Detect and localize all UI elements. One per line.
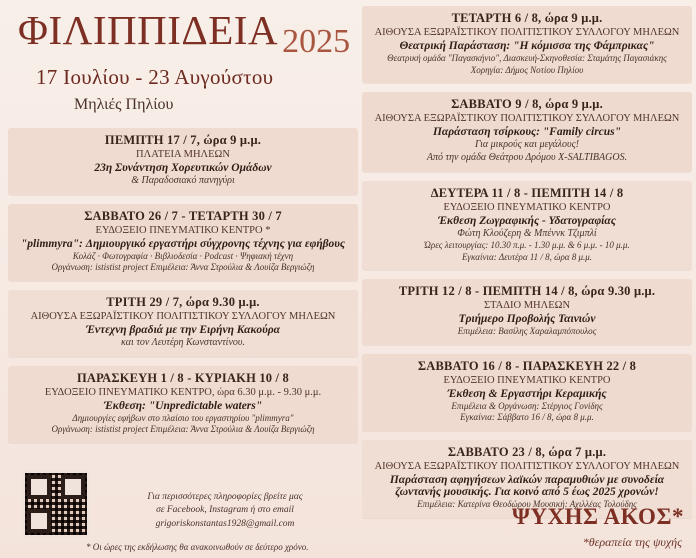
year-label: 2025 bbox=[282, 23, 351, 60]
event-detail: Για μικρούς και μεγάλους! bbox=[475, 139, 579, 151]
event-card[interactable] bbox=[8, 290, 358, 357]
event-card[interactable] bbox=[362, 181, 692, 271]
event-credits: Επιμέλεια: Κατερίνα Θεοδώρου Μουσική: Αχιλλέας Τολούδης bbox=[417, 499, 637, 509]
event-title: 23η Συνάντηση Χορευτικών Ομάδων bbox=[94, 162, 272, 174]
event-title: Έκθεση: "Unpredictable waters" bbox=[103, 399, 263, 412]
left-column bbox=[8, 0, 358, 558]
event-title: Έκθεση & Εργαστήρι Κεραμικής bbox=[447, 387, 607, 400]
event-date: ΠΑΡΑΣΚΕΥΗ 1 / 8 - ΚΥΡΙΑΚΗ 10 / 8 bbox=[76, 370, 290, 385]
contact-line-2: σε Facebook, Instagram ή στο email bbox=[156, 505, 294, 516]
event-opening: Εγκαίνια: Σάββατο 16 / 8, ώρα 8 μ.μ. bbox=[460, 412, 594, 423]
contact-line-1: Για περισσότερες πληροφορίες βρείτε μας bbox=[147, 491, 303, 502]
event-title: Παράσταση τσίρκους: "Family circus" bbox=[432, 126, 622, 139]
event-date: ΣΑΒΒΑΤΟ 9 / 8, ώρα 9 μ.μ. bbox=[451, 97, 603, 112]
event-credits: Επιμέλεια: Βασίλης Χαραλαμπόπουλος bbox=[457, 326, 597, 337]
event-venue: ΕΥΔΟΞΕΙΟ ΠΝΕΥΜΑΤΙΚΟ ΚΕΝΤΡΟ bbox=[443, 374, 611, 386]
event-title: Θεατρική Παράσταση: "Η κόμισσα της Φάμπρικας" bbox=[399, 40, 655, 52]
slogan-subtitle: *θεραπεία της ψυχής bbox=[582, 535, 682, 549]
event-card[interactable] bbox=[8, 128, 358, 195]
right-events-list bbox=[362, 6, 692, 518]
event-venue: ΑΙΘΟΥΣΑ ΕΞΩΡΑΪΣΤΙΚΟΥ ΠΟΛΙΤΙΣΤΙΚΟΥ ΣΥΛΛΟΓΟΥ ΜΗΛΕΩΝ bbox=[374, 461, 680, 472]
event-credits: Επιμέλεια & Οργάνωση: Στέργιος Γονίδης bbox=[451, 400, 603, 411]
event-card[interactable] bbox=[362, 6, 692, 83]
event-venue: ΕΥΔΟΞΕΙΟ ΠΝΕΥΜΑΤΙΚΟ ΚΕΝΤΡΟ bbox=[443, 201, 611, 213]
event-credits: Οργάνωση: ististist project Επιμέλεια: Άννα Στρούλια & Λουίζα Βεργιώζη bbox=[51, 424, 315, 435]
title-block bbox=[8, 0, 358, 114]
event-date: ΤΕΤΑΡΤΗ 6 / 8, ώρα 9 μ.μ. bbox=[451, 11, 603, 25]
event-venue: ΠΛΑΤΕΙΑ ΜΗΛΕΩΝ bbox=[136, 149, 230, 160]
event-date: ΣΑΒΒΑΤΟ 23 / 8, ώρα 7 μ.μ. bbox=[447, 445, 607, 459]
slogan: ΨΥΧΗΣ ΑΚΟΣ* bbox=[511, 504, 684, 529]
event-title: Έκθεση Ζωγραφικής - Υδατογραφίας bbox=[438, 214, 616, 227]
event-venue: ΣΤΑΔΙΟ ΜΗΛΕΩΝ bbox=[483, 300, 571, 312]
event-card[interactable] bbox=[362, 279, 692, 345]
event-credits: Θεατρική ομάδα "Παγασκήνιο", Διασκευή-Σκηνοθεσία: Σταμάτης Παγασιάκης Χορηγία: Δήμος Νοτίου Πηλίου bbox=[387, 53, 667, 75]
event-detail: Φώτη Κλούζερη & Μπέννκ Τζιμπλί bbox=[457, 227, 597, 239]
event-detail: Κολάζ · Φωτογραφία · Βιβλιοδεσία · Podcast · Ψηφιακή τέχνη bbox=[72, 250, 294, 261]
contact-email[interactable]: grigoriskonstantas1928@gmail.com bbox=[155, 519, 295, 530]
event-detail: και τον Λευτέρη Κωνσταντίνου. bbox=[121, 336, 245, 348]
left-events-list bbox=[8, 128, 358, 443]
festival-dates: 17 Ιουλίου - 23 Αυγούστου bbox=[36, 65, 274, 89]
event-card[interactable] bbox=[362, 354, 692, 431]
event-title: Παράσταση αφηγήσεων λαϊκών παραμυθιών με συνοδεία ζωντανής μουσικής. Για κοινό από 5 έως 2025 χρονών! bbox=[389, 474, 665, 498]
event-venue: ΑΙΘΟΥΣΑ ΕΞΩΡΑΪΣΤΙΚΟΥ ΠΟΛΙΤΙΣΤΙΚΟΥ ΣΥΛΛΟΓΟΥ ΜΗΛΕΩΝ bbox=[374, 113, 680, 125]
event-venue: ΕΥΔΟΞΕΙΟ ΠΝΕΥΜΑΤΙΚΟ ΚΕΝΤΡΟ, ώρα 6.30 μ.μ. - 9.30 μ.μ. bbox=[44, 386, 322, 398]
event-date: ΤΡΙΤΗ 29 / 7, ώρα 9.30 μ.μ. bbox=[106, 294, 260, 309]
footnote: * Οι ώρες της εκδήλωσης θα ανακοινωθούν σε δεύτερο χρόνο. bbox=[86, 542, 309, 552]
event-card[interactable] bbox=[8, 204, 358, 281]
event-card[interactable] bbox=[8, 366, 358, 443]
event-hours: Ώρες λειτουργίας: 10.30 π.μ. - 1.30 μ.μ. & 6 μ.μ. - 10 μ.μ. bbox=[424, 240, 630, 251]
event-card[interactable] bbox=[362, 92, 692, 172]
event-opening: Εγκαίνια: Δευτέρα 11 / 8, ώρα 8 μ.μ. bbox=[461, 251, 593, 262]
event-date: ΠΕΜΠΤΗ 17 / 7, ώρα 9 μ.μ. bbox=[104, 133, 262, 147]
festival-place: Μηλιές Πηλίου bbox=[74, 96, 174, 113]
event-title: "plimmyra": Δημιουργικό εργαστήρι σύγχρονης τέχνης για εφήβους bbox=[20, 237, 346, 250]
event-title: Έντεχνη βραδιά με την Ειρήνη Κακούρα bbox=[86, 323, 280, 336]
event-venue: ΑΙΘΟΥΣΑ ΕΞΩΡΑΪΣΤΙΚΟΥ ΠΟΛΙΤΙΣΤΙΚΟΥ ΣΥΛΛΟΓΟΥ ΜΗΛΕΩΝ bbox=[374, 27, 680, 38]
event-detail: Δημιουργίες εφήβων στο πλαίσιο του εργαστηρίου "plimmyra" bbox=[72, 412, 294, 423]
page-title: ΦΙΛΙΠΠΙΔΕΙΑ bbox=[18, 7, 279, 53]
event-date: ΣΑΒΒΑΤΟ 16 / 8 - ΠΑΡΑΣΚΕΥΗ 22 / 8 bbox=[417, 358, 637, 373]
right-column bbox=[362, 0, 692, 558]
event-date: ΤΡΙΤΗ 12 / 8 - ΠΕΜΠΤΗ 14 / 8, ώρα 9.30 μ.μ. bbox=[398, 284, 656, 299]
event-venue: ΕΥΔΟΞΕΙΟ ΠΝΕΥΜΑΤΙΚΟ ΚΕΝΤΡΟ * bbox=[95, 224, 271, 236]
event-title: Τριήμερο Προβολής Ταινιών bbox=[458, 313, 596, 326]
event-credits: Οργάνωση: ististist project Επιμέλεια: Άννα Στρούλια & Λουίζα Βεργιώζη bbox=[51, 262, 315, 273]
event-detail: & Παραδοσιακό πανηγύρι bbox=[131, 175, 235, 186]
event-credits: Από την ομάδα Θεάτρου Δρόμου X-SALTIBAGOS. bbox=[426, 151, 628, 163]
event-date: ΣΑΒΒΑΤΟ 26 / 7 - ΤΕΤΑΡΤΗ 30 / 7 bbox=[84, 208, 282, 223]
qr-corner bbox=[27, 509, 51, 533]
qr-code-icon[interactable] bbox=[22, 470, 90, 538]
event-venue: ΑΙΘΟΥΣΑ ΕΞΩΡΑΪΣΤΙΚΟΥ ΠΟΛΙΤΙΣΤΙΚΟΥ ΣΥΛΛΟΓΟΥ ΜΗΛΕΩΝ bbox=[30, 310, 336, 322]
footer-block bbox=[16, 468, 366, 554]
event-date: ΔΕΥΤΕΡΑ 11 / 8 - ΠΕΜΠΤΗ 14 / 8 bbox=[430, 185, 624, 200]
contact-info bbox=[94, 491, 356, 532]
